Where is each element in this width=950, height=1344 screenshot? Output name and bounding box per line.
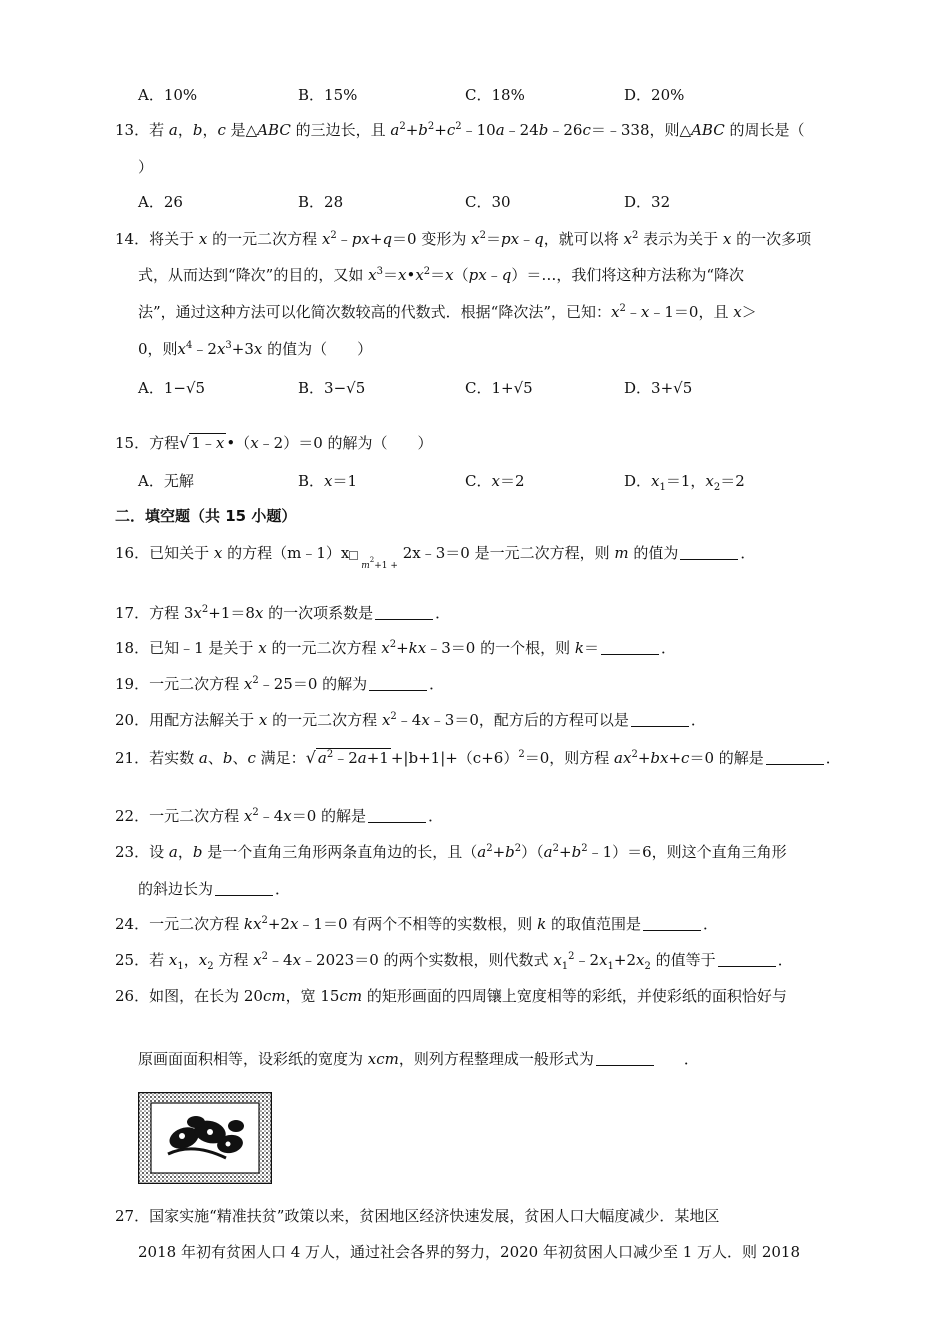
q14-line3: 法”，通过这种方法可以化简次数较高的代数式．根据“降次法”，已知：$x^2﹣x﹣1=0$，且 x＞ [138, 303, 757, 321]
q16-answer-blank[interactable] [680, 544, 738, 560]
q13-line1: 13．若 a，b，c 是△ABC 的三边长，且 $a^2+b^2+c^2﹣10a﹣24b﹣26c=﹣338$，则△ABC 的周长是（ [115, 121, 805, 139]
q22-line: 22．一元二次方程 $x^2﹣4x=0$ 的解是 ． [115, 807, 444, 825]
q23-line2: 的斜边长为 ． [138, 880, 291, 898]
q18-line: 18．已知﹣1 是关于 x 的一元二次方程 $x^2+kx﹣3=0$ 的一个根，则 k＝ ． [115, 639, 676, 657]
q12-option-b: B．15% [298, 86, 358, 104]
q26-framed-picture-figure [138, 1092, 272, 1184]
q12-option-c: C．18% [465, 86, 525, 104]
q14-option-a: A．1−√5 [138, 379, 206, 397]
q18-answer-blank[interactable] [601, 639, 659, 655]
q12-option-d: D．20% [624, 86, 685, 104]
section-heading-fill-blank: 二．填空题（共 15 小题） [115, 507, 297, 525]
q21-line: 21．若实数 a、b、c 满足：√ $a^2﹣2a+1 +|b+1|+(c+6)^2=0$，则方程 $ax^2+bx+c=0$ 的解是 ． [115, 748, 841, 767]
q14-option-d: D．3+√5 [624, 379, 693, 397]
q23-line1: 23．设 a，b 是一个直角三角形两条直角边的长，且$(a^2+b^2)(a^2+b^2﹣1)=6$，则这个直角三角形 [115, 843, 787, 861]
q25-answer-blank[interactable] [718, 951, 776, 967]
q15-line1: 15．方程√ 1﹣x •（x﹣2）＝0 的解为（ ） [115, 433, 433, 452]
q19-line: 19．一元二次方程 $x^2﹣25=0$ 的解为 ． [115, 675, 445, 693]
q14-line2: 式，从而达到“降次”的目的，又如 $x^3=x•x^2=x(px﹣q)=\dots$，我们将这种方法称为“降次 [138, 266, 745, 284]
q13-option-c: C．30 [465, 193, 511, 211]
q15-option-b: B．x＝1 [298, 472, 358, 490]
sqrt-expression: √ 1﹣x [179, 433, 225, 452]
q15-option-a: A．无解 [138, 472, 194, 490]
q26-line2: 原画面面积相等，设彩纸的宽度为 xcm，则列方程整理成一般形式为 ． [138, 1050, 699, 1068]
q14-option-c: C．1+√5 [465, 379, 533, 397]
q13-line2: ） [138, 158, 154, 176]
q26-line1: 26．如图，在长为 20cm，宽 15cm 的矩形画面的四周镶上宽度相等的彩纸，并使彩纸的面积恰好与 [115, 987, 787, 1005]
q17-answer-blank[interactable] [375, 604, 433, 620]
q14-line4: 0，则$x^4﹣2x^3+3x$ 的值为（ ） [138, 340, 373, 358]
q13-option-d: D．32 [624, 193, 671, 211]
q27-line2: 2018 年初有贫困人口 4 万人，通过社会各界的努力，2020 年初贫困人口减少至 1 万人．则 2018 [138, 1243, 800, 1261]
q24-answer-blank[interactable] [643, 915, 701, 931]
q15-option-c: C．x＝2 [465, 472, 525, 490]
q12-option-a: A．10% [138, 86, 198, 104]
q21-answer-blank[interactable] [766, 749, 824, 765]
q22-answer-blank[interactable] [368, 807, 426, 823]
q19-answer-blank[interactable] [369, 675, 427, 691]
sqrt-expression: √ $a^2﹣2a+1$ [305, 748, 389, 767]
framed-picture-svg [138, 1092, 272, 1184]
q16-line: 16．已知关于 x 的方程（m﹣1）x $_{m^2+1 +}$ 2x﹣3＝0 是一元二次方程，则 m 的值为 ． [115, 544, 756, 571]
q23-answer-blank[interactable] [215, 880, 273, 896]
q24-line: 24．一元二次方程 $kx^2+2x﹣1=0$ 有两个不相等的实数根，则 k 的取值范围是 ． [115, 915, 718, 933]
placeholder-box-icon [349, 551, 358, 560]
q13-option-b: B．28 [298, 193, 344, 211]
q27-line1: 27．国家实施“精准扶贫”政策以来，贫困地区经济快速发展，贫困人口大幅度减少．某地区 [115, 1207, 720, 1225]
q20-line: 20．用配方法解关于 x 的一元二次方程 $x^2﹣4x﹣3=0$，配方后的方程可以是 ． [115, 711, 706, 729]
q25-line: 25．若 $x_1$，$x_2$ 方程 $x^2﹣4x﹣2023=0$ 的两个实数根，则代数式 $x_1^2﹣2x_1+2x_2$ 的值等于 ． [115, 951, 793, 972]
q15-option-d: D．$x_1=1$，$x_2=2$ [624, 472, 745, 493]
q13-option-a: A．26 [138, 193, 183, 211]
q20-answer-blank[interactable] [631, 711, 689, 727]
q14-option-b: B．3−√5 [298, 379, 366, 397]
q26-answer-blank[interactable] [596, 1050, 654, 1066]
q14-line1: 14．将关于 x 的一元二次方程 $x^2﹣px+q=0$ 变形为 $x^2=px﹣q$，就可以将 $x^2$ 表示为关于 x 的一次多项 [115, 230, 812, 248]
q17-line: 17．方程 $3x^2+1=8x$ 的一次项系数是 ． [115, 604, 451, 622]
